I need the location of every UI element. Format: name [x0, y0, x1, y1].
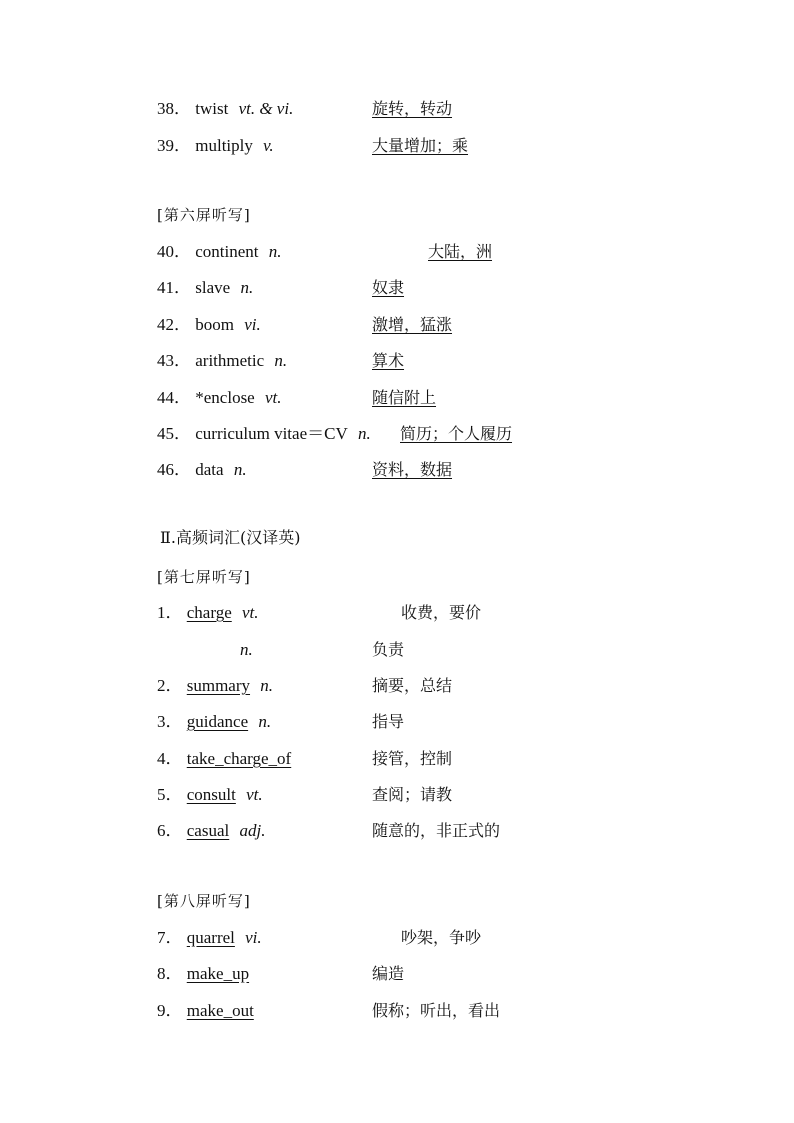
chinese-meaning: 负责 [372, 640, 405, 659]
item-number: 39． [157, 136, 191, 155]
english-word: boom [195, 315, 234, 334]
item-number: 4． [157, 749, 183, 768]
item-number: 1． [157, 603, 183, 622]
chinese-meaning: 摘要，总结 [372, 676, 453, 695]
vocab-row [157, 710, 405, 734]
english-word: multiply [195, 136, 253, 155]
part-of-speech: vt. [264, 388, 282, 407]
vocab-row [157, 276, 405, 300]
english-word: *enclose [195, 388, 255, 407]
chinese-meaning: 假称；听出，看出 [372, 1001, 501, 1020]
item-number: 5． [157, 785, 183, 804]
item-number: 42． [157, 315, 191, 334]
english-answer: quarrel [186, 928, 235, 947]
part-of-speech: n. [258, 712, 272, 731]
vocab-row [157, 313, 453, 337]
item-number: 6． [157, 821, 183, 840]
part-of-speech: vi. [244, 315, 261, 334]
chinese-meaning: 收费，要价 [401, 603, 482, 622]
english-word: continent [195, 242, 259, 261]
chinese-meaning: 查阅；请教 [372, 785, 453, 804]
chinese-meaning: 指导 [372, 712, 405, 731]
vocab-row [157, 999, 501, 1023]
english-word: arithmetic [195, 351, 265, 370]
english-answer: casual [186, 821, 230, 840]
chinese-meaning: 算术 [372, 351, 405, 370]
vocab-row [157, 97, 453, 121]
chinese-meaning: 接管，控制 [372, 749, 453, 768]
section-header: [第八屏听写] [157, 892, 251, 910]
vocab-row [157, 386, 437, 410]
section-title: Ⅱ.高频词汇(汉译英) [160, 528, 301, 547]
english-answer: make_out [186, 1001, 254, 1020]
vocab-row [157, 819, 501, 843]
part-of-speech: n. [358, 424, 371, 443]
part-of-speech: vi. [245, 928, 262, 947]
item-number: 46． [157, 460, 191, 479]
chinese-meaning: 简历；个人履历 [400, 424, 513, 443]
item-number: 43． [157, 351, 191, 370]
chinese-meaning: 吵架，争吵 [401, 928, 482, 947]
vocab-row [157, 962, 405, 986]
english-answer: charge [186, 603, 232, 622]
item-number: 9． [157, 1001, 183, 1020]
item-number: 2． [157, 676, 183, 695]
vocab-row [157, 747, 453, 771]
english-answer: summary [186, 676, 251, 695]
part-of-speech: n. [260, 676, 274, 695]
english-word: slave [195, 278, 231, 297]
chinese-meaning: 随信附上 [372, 388, 437, 407]
vocab-row [157, 458, 453, 482]
part-of-speech: n. [274, 351, 288, 370]
part-of-speech: vt. [246, 785, 263, 804]
item-number: 41． [157, 278, 191, 297]
part-of-speech: n. [240, 640, 253, 659]
vocab-row [157, 783, 453, 807]
english-word: curriculum vitae＝CV [195, 424, 348, 443]
section-header: [第七屏听写] [157, 568, 251, 586]
part-of-speech: n. [233, 460, 247, 479]
item-number: 40． [157, 242, 191, 261]
vocab-row [157, 674, 453, 698]
vocab-row [157, 601, 482, 625]
item-number: 38． [157, 99, 191, 118]
chinese-meaning: 编造 [372, 964, 405, 983]
english-word: data [195, 460, 224, 479]
english-answer: make_up [186, 964, 250, 983]
vocab-row [157, 134, 469, 158]
section-header: [第六屏听写] [157, 206, 251, 224]
item-number: 45． [157, 424, 191, 443]
chinese-meaning: 激增，猛涨 [372, 315, 453, 334]
english-answer: consult [186, 785, 236, 804]
part-of-speech: n. [240, 278, 254, 297]
english-word: twist [195, 99, 229, 118]
vocab-row [157, 349, 405, 373]
chinese-meaning: 旋转，转动 [372, 99, 453, 118]
part-of-speech: n. [268, 242, 282, 261]
chinese-meaning: 奴隶 [372, 278, 405, 297]
chinese-meaning: 大量增加；乘 [372, 136, 469, 155]
part-of-speech: vt. [242, 603, 259, 622]
item-number: 8． [157, 964, 183, 983]
chinese-meaning: 资料，数据 [372, 460, 453, 479]
english-answer: guidance [186, 712, 249, 731]
part-of-speech: vt. & vi. [238, 99, 294, 118]
item-number: 44． [157, 388, 191, 407]
vocab-row [157, 926, 482, 950]
english-answer: take_charge_of [186, 749, 292, 768]
part-of-speech: v. [263, 136, 274, 155]
item-number: 7． [157, 928, 183, 947]
item-number: 3． [157, 712, 183, 731]
vocab-row [157, 422, 513, 446]
part-of-speech: adj. [239, 821, 266, 840]
chinese-meaning: 随意的，非正式的 [372, 821, 501, 840]
vocab-row [157, 240, 493, 264]
chinese-meaning: 大陆，洲 [428, 242, 493, 261]
